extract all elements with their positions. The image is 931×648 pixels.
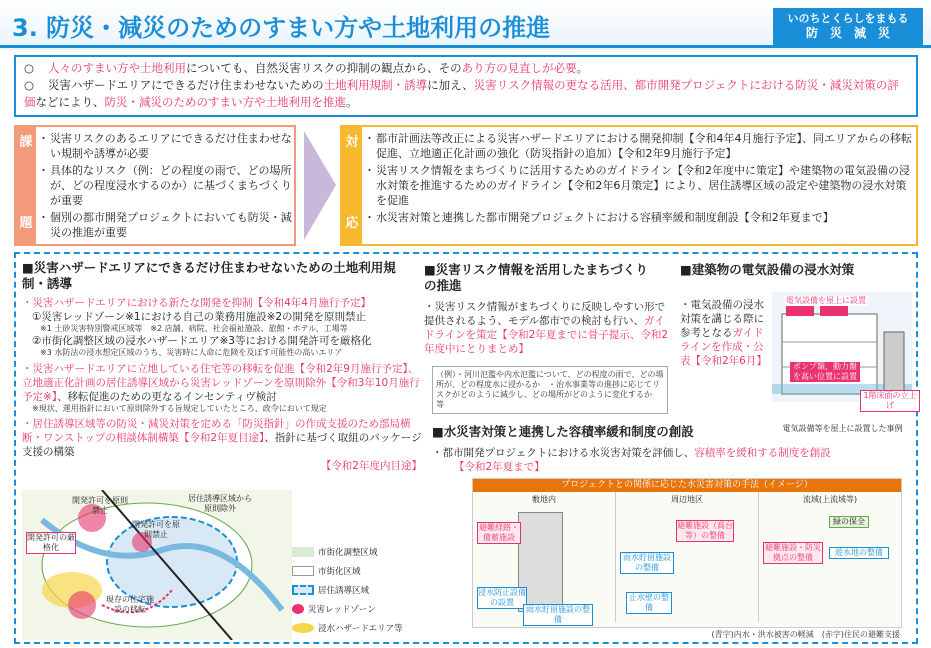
map-label-e: 開発許可を原則禁止: [132, 520, 180, 539]
fig-tag: 止水壁の整備: [626, 592, 672, 614]
section-2-example: （例）・河川氾濫や内水氾濫について、どの程度の雨で、どの場所が、どの程度水に浸かるか ・治水事業等の進捗に応じてリスクがどのように減少し、どの場所がどのように変化するか 等: [432, 366, 668, 414]
section-2-heading: ■災害リスク情報を活用したまちづくりの推進: [424, 262, 648, 293]
map-label-d: 現存の住宅施設の移転: [106, 595, 154, 614]
list-item: ・ 水災害対策と連携した都市開発プロジェクトにおける容積率緩和制度創設【令和2年夏まで】: [366, 210, 914, 225]
badge-line-2: 防 災 減 災: [805, 26, 890, 40]
fig-tag: 浸水防止設備の設置: [478, 588, 526, 607]
list-item: ・ 都市計画法等改正による災害ハザードエリアにおける開発抑制【令和4年4月施行予定】、同エリアからの移転促進、立地適正化計画の強化（防災指針の追加）【令和2年9月施行予定】: [366, 131, 914, 161]
section-2-body: ・災害リスク情報がまちづくりに反映しやすい形で提供されるよう、モデル都市での検討も行い、ガイドラインを策定【令和2年夏までに骨子提示、令和2年度中にとりまとめ】: [424, 301, 669, 355]
issues-list: [40, 131, 292, 242]
section-1-heading: ■災害ハザードエリアにできるだけ住まわせないための土地利用規制・誘導: [22, 260, 396, 291]
arrow-right-icon: [300, 125, 340, 246]
list-item: ・ 災害リスク情報をまちづくりに活用するためのガイドライン【令和2年度中に策定】や建築物の電気設備の浸水対策を推進するためのガイドライン【令和2年6月策定】により、居住誘導区域の設定や建築物の浸水対策を促進: [366, 163, 914, 208]
map-legend: 市街化調整区域 市街化区域 居住誘導区域 災害レッドゾーン 浸水ハザードエリア等: [292, 542, 417, 637]
fig-caption: 電気設備等を屋上に設置した事例: [782, 424, 903, 433]
legend-swatch: [292, 604, 304, 614]
responses-label: 対 応: [342, 127, 362, 244]
map-label-b: 居住誘導区域から原則除外: [188, 494, 252, 513]
fig-tag: 遊水地の整備: [829, 547, 889, 559]
section-3-heading: ■建築物の電気設備の浸水対策: [680, 262, 855, 277]
fig-tag: 避難施設（高台等）の整備: [677, 521, 733, 540]
fig-column: 流域(上流域等) 緑の保全 避難施設・防災拠点の整備 遊水地の整備: [759, 492, 901, 622]
far-relaxation-figure: [472, 478, 902, 628]
list-item: ・ 個別の都市開発プロジェクトにおいても防災・減災の推進が重要: [40, 210, 292, 240]
fig-label-raise: 1階床面の立上げ: [860, 390, 920, 412]
page-title: 3. 防災・減災のためのすまい方や土地利用の推進: [12, 14, 551, 42]
legend-swatch: [292, 547, 314, 557]
summary-line-2: ○ 災害ハザードエリアにできるだけ住まわせないための土地利用規制・誘導に加え、災害リスク情報の更なる活用、都市開発プロジェクトにおける防災・減災対策の評価などにより、防災・減災のためのすまい方や土地利用を推進。: [24, 78, 899, 109]
map-label-c: 開発許可の厳格化: [27, 533, 75, 552]
fig-column: 敷地内 避難経路・備蓄施設 浸水防止設備の設置 雨水貯留施設の整備: [473, 492, 616, 622]
legend-swatch: [292, 585, 314, 595]
building-figure: [772, 292, 912, 402]
fig-label-top: 電気設備を屋上に設置: [786, 296, 866, 305]
fig-column: 周辺地区 避難施設（高台等）の整備 雨水貯留施設の整備 止水壁の整備: [616, 492, 759, 622]
fig-tag: 雨水貯留施設の整備: [523, 604, 593, 626]
section-3-body: ・電気設備の浸水対策を講じる際に参考となるガイドラインを作成・公表【令和2年6月】: [680, 299, 767, 367]
responses-box: [340, 125, 918, 246]
legend-swatch: [292, 623, 314, 633]
section-4-body: ・都市開発プロジェクトにおける水災害対策を評価し、容積率を緩和する制度を創設 【令和2年夏まで】: [432, 447, 831, 473]
section-1-body: ・災害ハザードエリアにおける新たな開発を抑制【令和4年4月施行予定】 ①災害レッドゾーン※1における自己の業務用施設※2の開発を原則禁止 ※1 土砂災害特別警戒区域等 ※2 店舗、病院、社会福祉施設、旅館・ホテル、工場等 ②市街化調整区域の浸水ハザードエリア※3等における開発許可を厳格化 ※3 水防法の浸水想定区域のうち、災害時に人命に危険を及ぼす可能性の高いエリア ・災害ハザードエリアに立地している住宅等の移転を促進【令和2年9月施行予定】、立地適正化計画の居住誘導区域から災害レッドゾーンを原則除外【令和3年10月施行予定※】、移転促進のための更なるインセンティヴ検討 ※現状、運用指針において原則除外する旨規定していたところ、政令において規定 ・居住誘導区域等の防災・減災対策を定める「防災指針」の作成支援のため部局横断・ワンストップの相談体制構築【令和2年夏目途】、指針に基づく取組のパッケージ支援の構築 【令和2年度内目途】: [22, 297, 422, 472]
summary-box: [14, 55, 918, 117]
fig-tag: 雨水貯留施設の整備: [620, 552, 674, 574]
section-4-heading: ■水災害対策と連携した容積率緩和制度の創設: [432, 424, 694, 439]
badge-line-1: いのちとくらしをまもる: [787, 12, 909, 25]
issues-label: 課 題: [16, 127, 36, 244]
issues-box: [14, 125, 296, 246]
list-item: ・ 災害リスクのあるエリアにできるだけ住まわせない規制や誘導が必要: [40, 131, 292, 161]
figure-legend: (青字)内水・洪水被害の軽減 (赤字)住民の避難支援: [711, 630, 900, 639]
title-underline: [0, 45, 931, 48]
fig-label-pump: ポンプ類、動力盤を高い位置に設置: [790, 362, 860, 382]
list-item: ・ 具体的なリスク（例：どの程度の雨で、どの場所が、どの程度浸水するのか）に基づくまちづくりが重要: [40, 163, 292, 208]
map-label-a: 開発許可を原則禁止: [72, 496, 128, 515]
responses-list: [366, 131, 914, 227]
legend-swatch: [292, 566, 314, 576]
fig-tag: 避難経路・備蓄施設: [479, 523, 519, 542]
fig-tag: 緑の保全: [829, 516, 869, 528]
summary-line-1: ○ 人々のすまい方や土地利用についても、自然災害リスクの抑制の観点から、そのあり方の見直しが必要。: [24, 61, 589, 75]
category-badge: [773, 8, 923, 45]
figure-title: プロジェクトとの関係に応じた水災害対策の手法（イメージ）: [473, 479, 901, 492]
fig-tag: 避難施設・防災拠点の整備: [765, 543, 821, 562]
